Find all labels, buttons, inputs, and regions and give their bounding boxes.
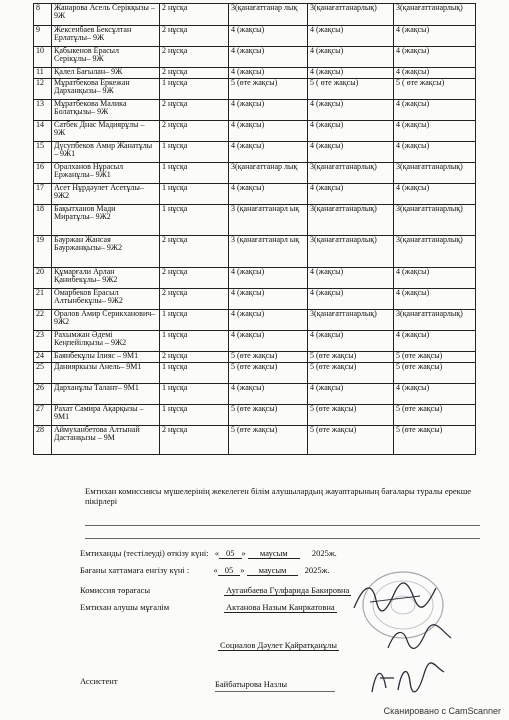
- row-number-cell: 26: [34, 384, 52, 405]
- table-row: [34, 184, 476, 205]
- member-signature: [385, 622, 455, 657]
- variant-cell: 1 нұсқа: [160, 363, 229, 384]
- grade-3-cell: 5 (өте жақсы): [394, 352, 476, 363]
- table-row: [34, 142, 476, 163]
- variant-cell: 2 нұсқа: [160, 68, 229, 79]
- grade-1-cell: 4 (жақсы): [229, 310, 308, 331]
- grade-3-cell: 4 (жақсы): [394, 26, 476, 47]
- table-row: [34, 205, 476, 236]
- table-row: [34, 26, 476, 47]
- student-name-cell: Жексенбаев Бексұлтан Ерлатұлы– 9Ж: [52, 26, 160, 47]
- variant-cell: 1 нұсқа: [160, 142, 229, 163]
- grade-3-cell: 4 (жақсы): [394, 184, 476, 205]
- student-name-cell: Оралов Амир Серикханович– 9Ж2: [52, 310, 160, 331]
- grade-1-cell: 4 (жақсы): [229, 384, 308, 405]
- row-number-cell: 28: [34, 426, 52, 455]
- student-name-cell: Оралханов Нұрасыл Ержанұлы– 9Ж1: [52, 163, 160, 184]
- grade-2-cell: 3(қанағаттанарлық): [308, 236, 394, 268]
- grade-1-cell: 5 (өте жақсы): [229, 405, 308, 426]
- grade-2-cell: 3(қанағаттанарлық): [308, 4, 394, 26]
- variant-cell: 2 нұсқа: [160, 426, 229, 455]
- grade-2-cell: 4 (жақсы): [308, 121, 394, 142]
- grade-1-cell: 5 (өте жақсы): [229, 352, 308, 363]
- entry-date-close: »: [240, 565, 245, 575]
- grade-2-cell: 4 (жақсы): [308, 142, 394, 163]
- student-name-cell: Бауржан Жансая Бауржанқызы– 9Ж2: [52, 236, 160, 268]
- variant-cell: 2 нұсқа: [160, 289, 229, 310]
- grade-1-cell: 3 (қанағаттанарл ық: [229, 205, 308, 236]
- student-name-cell: Аймуханбетова Алтынай Дастанқызы – 9М: [52, 426, 160, 455]
- chair-name: Ауганбаева Гүлфарида Бакировна: [226, 585, 350, 595]
- grade-3-cell: 4 (жақсы): [394, 47, 476, 68]
- table-row: [34, 121, 476, 142]
- grade-3-cell: 4 (жақсы): [394, 100, 476, 121]
- variant-cell: 1 нұсқа: [160, 405, 229, 426]
- entry-date-label: Бағаны хаттамаға енгізу күні :: [80, 565, 190, 575]
- grade-2-cell: 4 (жақсы): [308, 26, 394, 47]
- variant-cell: 1 нұсқа: [160, 184, 229, 205]
- table-row: [34, 47, 476, 68]
- row-number-cell: 19: [34, 236, 52, 268]
- grade-1-cell: 5 (өте жақсы): [229, 426, 308, 455]
- row-number-cell: 12: [34, 79, 52, 100]
- grade-3-cell: 4 (жақсы): [394, 289, 476, 310]
- grade-2-cell: 4 (жақсы): [308, 47, 394, 68]
- variant-cell: 2 нұсқа: [160, 236, 229, 268]
- grade-1-cell: 4 (жақсы): [229, 289, 308, 310]
- exam-date-close: »: [241, 548, 246, 558]
- variant-cell: 2 нұсқа: [160, 100, 229, 121]
- table-row: [34, 352, 476, 363]
- grade-2-cell: 4 (жақсы): [308, 100, 394, 121]
- grades-table-body: [34, 4, 476, 455]
- grade-3-cell: 3(қанағаттанарлық): [394, 4, 476, 26]
- note-line-1: [85, 525, 480, 526]
- grade-2-cell: 3(қанағаттанарлық): [308, 310, 394, 331]
- teacher-role: Емтихан алушы мұғалім: [80, 602, 170, 612]
- grade-1-cell: 4 (жақсы): [229, 268, 308, 289]
- grade-1-cell: 4 (жақсы): [229, 68, 308, 79]
- student-name-cell: Қабыкенов Ерасыл Серікұлы– 9Ж: [52, 47, 160, 68]
- grade-1-cell: 5 (өте жақсы): [229, 79, 308, 100]
- student-name-cell: Мұратбекова Малика Болатқызы– 9Ж: [52, 100, 160, 121]
- student-name-cell: Дүсупбеков Амир Жанатұлы – 9Ж1: [52, 142, 160, 163]
- variant-cell: 1 нұсқа: [160, 384, 229, 405]
- entry-date-month: маусым: [247, 565, 299, 576]
- student-name-cell: Бақытханов Мади Миратұлы– 9Ж2: [52, 205, 160, 236]
- grade-3-cell: 5 ( өте жақсы): [394, 79, 476, 100]
- row-number-cell: 11: [34, 68, 52, 79]
- exam-date-line: [80, 548, 337, 558]
- assistant-name: Байбатырова Назлы: [215, 679, 288, 689]
- grade-3-cell: 5 (өте жақсы): [394, 426, 476, 455]
- grade-1-cell: 4 (жақсы): [229, 184, 308, 205]
- variant-cell: 1 нұсқа: [160, 79, 229, 100]
- exam-date-label: Емтиханды (тестілеуді) өткізу күні:: [80, 548, 209, 558]
- grade-3-cell: 3(қанағаттанарлық): [394, 205, 476, 236]
- student-name-cell: Сатбек Днас Мадиярұлы – 9Ж: [52, 121, 160, 142]
- grade-3-cell: 4 (жақсы): [394, 68, 476, 79]
- grade-3-cell: 4 (жақсы): [394, 384, 476, 405]
- grade-1-cell: 4 (жақсы): [229, 100, 308, 121]
- row-number-cell: 17: [34, 184, 52, 205]
- grade-1-cell: 3 (қанағаттанарл ық: [229, 236, 308, 268]
- grade-2-cell: 4 (жақсы): [308, 384, 394, 405]
- table-row: [34, 363, 476, 384]
- grade-2-cell: 4 (жақсы): [308, 268, 394, 289]
- row-number-cell: 8: [34, 4, 52, 26]
- grade-3-cell: 4 (жақсы): [394, 142, 476, 163]
- exam-date-year: 2025ж.: [311, 548, 337, 558]
- grade-1-cell: 3(қанағаттанар лық: [229, 4, 308, 26]
- student-name-cell: Мұратбекова Еркежан Дарханқызы– 9Ж: [52, 79, 160, 100]
- scanner-watermark: Сканировано с CamScanner: [383, 706, 501, 716]
- student-name-cell: Рахат Самира Ақарқызы – 9М1: [52, 405, 160, 426]
- table-row: [34, 405, 476, 426]
- grade-1-cell: 4 (жақсы): [229, 142, 308, 163]
- entry-date-day: 05: [218, 565, 241, 576]
- grade-1-cell: 4 (жақсы): [229, 26, 308, 47]
- student-name-cell: Баянбекұлы Ілияс – 9М1: [52, 352, 160, 363]
- student-name-cell: Қалел Бағылан– 9Ж: [52, 68, 160, 79]
- grade-2-cell: 5 ( өте жақсы): [308, 79, 394, 100]
- row-number-cell: 22: [34, 310, 52, 331]
- exam-date-month: маусым: [248, 548, 300, 559]
- grade-1-cell: 3(қанағаттанар лық: [229, 163, 308, 184]
- chair-signature: [350, 578, 440, 618]
- variant-cell: 2 нұсқа: [160, 4, 229, 26]
- row-number-cell: 27: [34, 405, 52, 426]
- grade-1-cell: 4 (жақсы): [229, 121, 308, 142]
- grade-2-cell: 5 (өте жақсы): [308, 352, 394, 363]
- table-row: [34, 79, 476, 100]
- entry-date-line: [80, 565, 330, 575]
- table-row: [34, 4, 476, 26]
- table-row: [34, 68, 476, 79]
- row-number-cell: 20: [34, 268, 52, 289]
- entry-date-year: 2025ж.: [304, 565, 330, 575]
- variant-cell: 1 нұсқа: [160, 205, 229, 236]
- variant-cell: 1 нұсқа: [160, 310, 229, 331]
- table-row: [34, 384, 476, 405]
- grade-3-cell: 4 (жақсы): [394, 121, 476, 142]
- grade-3-cell: 3(қанағаттанарлық): [394, 163, 476, 184]
- table-row: [34, 236, 476, 268]
- student-name-cell: Рахымжан Әдемі Кеңпейілқызы – 9Ж2: [52, 331, 160, 352]
- entry-date-open: «: [213, 565, 218, 575]
- row-number-cell: 10: [34, 47, 52, 68]
- note-line-2: [85, 538, 480, 539]
- row-number-cell: 23: [34, 331, 52, 352]
- exam-date-day: 05: [219, 548, 242, 559]
- assistant-underline: [215, 691, 335, 692]
- grade-3-cell: 3(қанағаттанарлық): [394, 310, 476, 331]
- table-row: [34, 163, 476, 184]
- grade-3-cell: 5 (өте жақсы): [394, 405, 476, 426]
- member-name: Социалов Дәулет Қайратқанұлы: [220, 640, 337, 650]
- grade-2-cell: 3(қанағаттанарлық): [308, 163, 394, 184]
- variant-cell: 2 нұсқа: [160, 352, 229, 363]
- student-name-cell: Асет Нұрдәулет Асетұлы– 9Ж2: [52, 184, 160, 205]
- grade-1-cell: 4 (жақсы): [229, 331, 308, 352]
- variant-cell: 1 нұсқа: [160, 163, 229, 184]
- grade-1-cell: 4 (жақсы): [229, 47, 308, 68]
- chair-role: Комиссия төрағасы: [80, 585, 151, 595]
- variant-cell: 2 нұсқа: [160, 121, 229, 142]
- grade-2-cell: 4 (жақсы): [308, 68, 394, 79]
- grade-2-cell: 5 (өте жақсы): [308, 426, 394, 455]
- variant-cell: 1 нұсқа: [160, 331, 229, 352]
- student-name-cell: Омарбеков Ерасыл Алтынбекұлы– 9Ж2: [52, 289, 160, 310]
- row-number-cell: 21: [34, 289, 52, 310]
- grade-3-cell: 3(қанағаттанарлық): [394, 236, 476, 268]
- table-row: [34, 426, 476, 455]
- variant-cell: 2 нұсқа: [160, 26, 229, 47]
- grade-2-cell: 4 (жақсы): [308, 184, 394, 205]
- row-number-cell: 15: [34, 142, 52, 163]
- grade-3-cell: 5 (өте жақсы): [394, 363, 476, 384]
- variant-cell: 2 нұсқа: [160, 268, 229, 289]
- table-row: [34, 100, 476, 121]
- row-number-cell: 24: [34, 352, 52, 363]
- teacher-name: Актанова Назым Канркатовна: [226, 602, 335, 612]
- row-number-cell: 13: [34, 100, 52, 121]
- student-name-cell: Дарханұлы Талант– 9М1: [52, 384, 160, 405]
- grade-2-cell: 4 (жақсы): [308, 289, 394, 310]
- grades-table: [33, 3, 476, 455]
- student-name-cell: Құмарғали Арлан Қанибекұлы– 9Ж2: [52, 268, 160, 289]
- grade-3-cell: 4 (жақсы): [394, 268, 476, 289]
- grade-3-cell: 4 (жақсы): [394, 331, 476, 352]
- student-name-cell: Жанарова Асель Серікқызы – 9Ж: [52, 4, 160, 26]
- exam-date-open: «: [214, 548, 220, 558]
- grade-2-cell: 3(қанағаттанарлық): [308, 205, 394, 236]
- row-number-cell: 18: [34, 205, 52, 236]
- variant-cell: 2 нұсқа: [160, 47, 229, 68]
- row-number-cell: 25: [34, 363, 52, 384]
- assistant-signature: [368, 660, 448, 700]
- grade-1-cell: 5 (өте жақсы): [229, 363, 308, 384]
- table-row: [34, 331, 476, 352]
- grade-2-cell: 4 (жақсы): [308, 331, 394, 352]
- row-number-cell: 9: [34, 26, 52, 47]
- assistant-role: Ассистент: [80, 676, 118, 686]
- table-row: [34, 289, 476, 310]
- commission-note: Емтихан комиссиясы мүшелерінің жекелеген білім алушылардың жауаптарының бағалары туралы ерекше пікірлері: [85, 486, 472, 506]
- grade-2-cell: 5 (өте жақсы): [308, 405, 394, 426]
- grade-2-cell: 5 (өте жақсы): [308, 363, 394, 384]
- row-number-cell: 14: [34, 121, 52, 142]
- table-row: [34, 310, 476, 331]
- row-number-cell: 16: [34, 163, 52, 184]
- student-name-cell: Данияркызы Анель– 9М1: [52, 363, 160, 384]
- table-row: [34, 268, 476, 289]
